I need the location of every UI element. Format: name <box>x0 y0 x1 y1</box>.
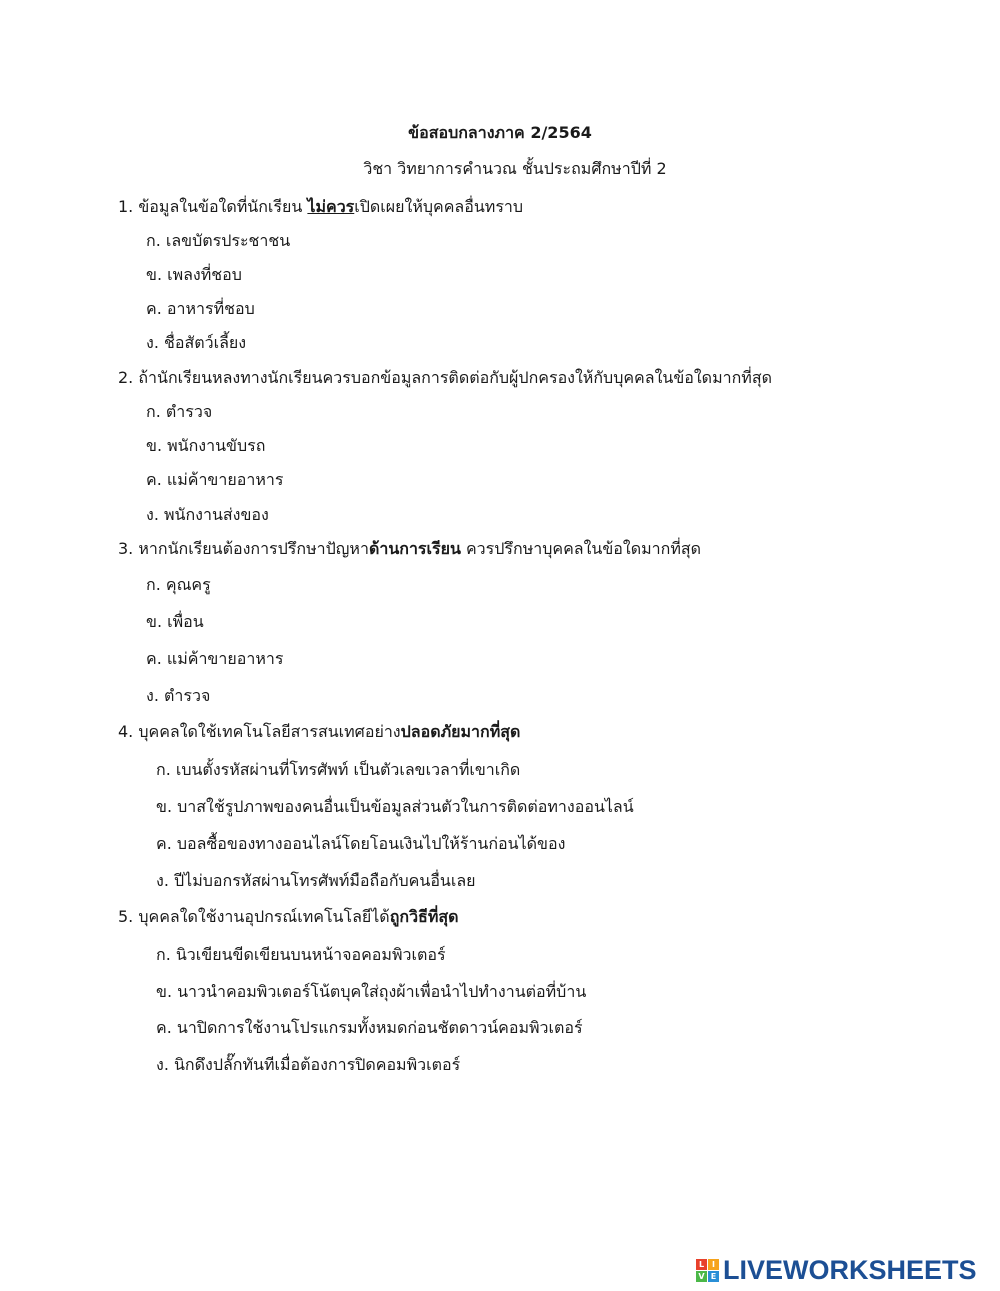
q1-option-d: ง. ชื่อสัตว์เลี้ยง <box>146 333 247 352</box>
q5-option-d: ง. นิกดึงปลั๊กทันทีเมื่อต้องการปิดคอมพิวเตอร์ <box>156 1055 461 1074</box>
q4-option-a: ก. เบนตั้งรหัสผ่านที่โทรศัพท์ เป็นตัวเลขเวลาที่เขาเกิด <box>156 760 521 779</box>
question-1-text: 1. ข้อมูลในข้อใดที่นักเรียน <box>118 197 308 216</box>
q3-option-a: ก. คุณครู <box>146 575 211 594</box>
page-subtitle: วิชา วิทยาการคำนวณ ชั้นประถมศึกษาปีที่ 2 <box>363 159 667 178</box>
q2-option-b: ข. พนักงานขับรถ <box>146 436 266 455</box>
q4-option-c: ค. บอลซื้อของทางออนไลน์โดยโอนเงินไปให้ร้านก่อนได้ของ <box>156 834 566 853</box>
q5-option-c: ค. นาปิดการใช้งานโปรแกรมทั้งหมดก่อนชัตดาวน์คอมพิวเตอร์ <box>156 1018 583 1037</box>
question-1-text-end: เปิดเผยให้บุคคลอื่นทราบ <box>354 197 524 216</box>
q3-option-c: ค. แม่ค้าขายอาหาร <box>146 649 284 668</box>
question-1-emphasis: ไม่ควร <box>307 197 355 216</box>
q3-option-b: ข. เพื่อน <box>146 612 204 631</box>
question-1 <box>118 196 523 218</box>
live-logo-icon <box>696 1259 719 1282</box>
q2-option-d: ง. พนักงานส่งของ <box>146 505 269 524</box>
logo-letter-v: V <box>696 1271 707 1282</box>
liveworksheets-logo[interactable] <box>696 1255 977 1285</box>
q1-option-a: ก. เลขบัตรประชาชน <box>146 231 291 250</box>
question-3-text-end: ควรปรึกษาบุคคลในข้อใดมากที่สุด <box>460 539 702 558</box>
q2-option-a: ก. ตำรวจ <box>146 402 213 421</box>
question-3-text: 3. หากนักเรียนต้องการปรึกษาปัญหา <box>118 539 369 558</box>
q4-option-b: ข. บาสใช้รูปภาพของคนอื่นเป็นข้อมูลส่วนตัวในการติดต่อทางออนไลน์ <box>156 797 634 816</box>
q3-option-d: ง. ตำรวจ <box>146 686 211 705</box>
q5-option-b: ข. นาวนำคอมพิวเตอร์โน้ตบุคใส่ถุงผ้าเพื่อนำไปทำงานต่อที่บ้าน <box>156 982 587 1001</box>
question-4-emphasis: ปลอดภัยมากที่สุด <box>400 722 521 741</box>
q5-option-a: ก. นิวเขียนขีดเขียนบนหน้าจอคอมพิวเตอร์ <box>156 945 446 964</box>
q4-option-d: ง. ปีไม่บอกรหัสผ่านโทรศัพท์มือถือกับคนอื่นเลย <box>156 871 476 890</box>
q1-option-c: ค. อาหารที่ชอบ <box>146 299 255 318</box>
page-title: ข้อสอบกลางภาค 2/2564 <box>408 123 592 142</box>
question-4 <box>118 721 520 743</box>
question-5-emphasis: ถูกวิธีที่สุด <box>389 907 459 926</box>
question-5-text: 5. บุคคลใดใช้งานอุปกรณ์เทคโนโลยีได้ <box>118 907 390 926</box>
question-5 <box>118 906 459 928</box>
q2-option-c: ค. แม่ค้าขายอาหาร <box>146 470 284 489</box>
logo-letter-i: I <box>708 1259 719 1270</box>
question-4-text: 4. บุคคลใดใช้เทคโนโลยีสารสนเทศอย่าง <box>118 722 401 741</box>
question-2 <box>118 367 772 389</box>
question-3 <box>118 538 701 560</box>
q1-option-b: ข. เพลงที่ชอบ <box>146 265 242 284</box>
logo-letter-e: E <box>708 1271 719 1282</box>
logo-letter-l: L <box>696 1259 707 1270</box>
brand-name: LIVEWORKSHEETS <box>723 1254 977 1285</box>
question-3-emphasis: ด้านการเรียน <box>368 539 461 558</box>
question-2-text: 2. ถ้านักเรียนหลงทางนักเรียนควรบอกข้อมูลการติดต่อกับผู้ปกครองให้กับบุคคลในข้อใดมากที่สุด <box>118 368 772 387</box>
